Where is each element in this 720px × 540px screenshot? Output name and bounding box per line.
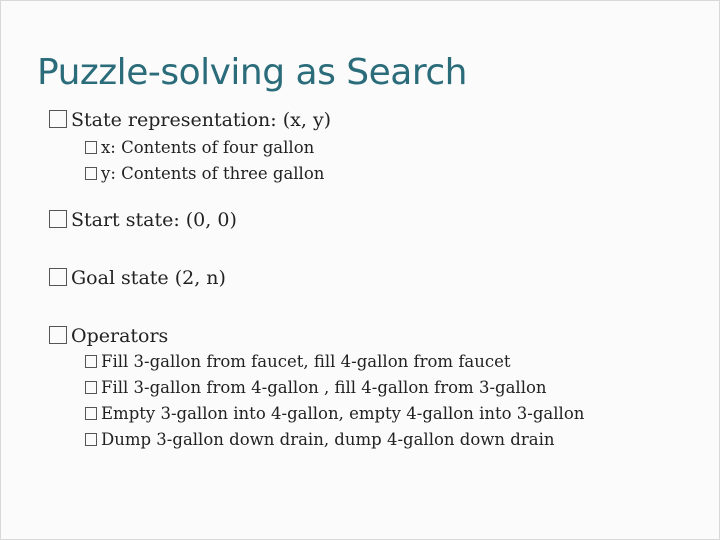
bullet-text: Operators bbox=[71, 325, 169, 347]
sub-bullet-box-icon bbox=[85, 167, 97, 180]
sub-bullet-text: x: Contents of four gallon bbox=[101, 138, 315, 157]
sub-bullet-operator-empty bbox=[49, 401, 709, 427]
sub-bullet-text: Dump 3-gallon down drain, dump 4-gallon down drain bbox=[101, 430, 555, 449]
sub-bullet-operator-fill-faucet bbox=[49, 349, 709, 375]
sub-bullet-y bbox=[49, 161, 709, 187]
sub-bullet-text: Fill 3-gallon from 4-gallon , fill 4-gallon from 3-gallon bbox=[101, 378, 547, 397]
bullet-text: State representation: (x, y) bbox=[71, 109, 332, 131]
bullet-box-icon bbox=[49, 110, 67, 128]
bullet-list bbox=[49, 107, 709, 453]
bullet-box-icon bbox=[49, 326, 67, 344]
sub-bullet-text: Empty 3-gallon into 4-gallon, empty 4-gallon into 3-gallon bbox=[101, 404, 585, 423]
bullet-box-icon bbox=[49, 268, 67, 286]
sub-bullet-box-icon bbox=[85, 141, 97, 154]
bullet-text: Start state: (0, 0) bbox=[71, 209, 237, 231]
sub-bullet-text: Fill 3-gallon from faucet, fill 4-gallon from faucet bbox=[101, 352, 511, 371]
bullet-start-state bbox=[49, 207, 709, 233]
sub-bullet-box-icon bbox=[85, 433, 97, 446]
sub-bullet-box-icon bbox=[85, 355, 97, 368]
bullet-operators bbox=[49, 323, 709, 349]
bullet-text: Goal state (2, n) bbox=[71, 267, 226, 289]
sub-bullet-box-icon bbox=[85, 407, 97, 420]
sub-bullet-box-icon bbox=[85, 381, 97, 394]
slide-title: Puzzle-solving as Search bbox=[37, 52, 467, 93]
sub-bullet-text: y: Contents of three gallon bbox=[101, 164, 325, 183]
sub-bullet-x bbox=[49, 135, 709, 161]
bullet-box-icon bbox=[49, 210, 67, 228]
sub-bullet-operator-fill-transfer bbox=[49, 375, 709, 401]
bullet-goal-state bbox=[49, 265, 709, 291]
sub-bullet-operator-dump bbox=[49, 427, 709, 453]
bullet-state-representation bbox=[49, 107, 709, 133]
